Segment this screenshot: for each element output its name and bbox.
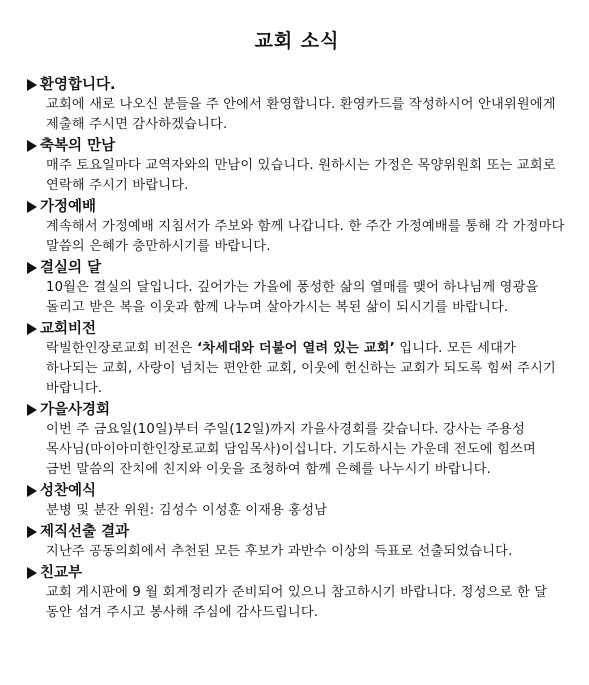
section-body: 지난주 공동의회에서 추천된 모든 후보가 과반수 이상의 득표로 선출되었습니다. [46, 544, 513, 559]
triangle-right-icon [27, 262, 37, 274]
section-heading [25, 522, 569, 542]
section-blessing-meeting [25, 136, 569, 196]
triangle-right-icon [27, 323, 37, 335]
triangle-right-icon [27, 140, 37, 152]
section-heading-label: 성찬예식 [40, 483, 97, 499]
section-heading [25, 258, 569, 278]
section-body [46, 339, 566, 399]
section-body: 계속해서 가정예배 지침서가 주보와 함께 나갑니다. 한 주간 가정예배를 통해 각 가정마다 말씀의 은혜가 충만하시기를 바랍니다. [46, 219, 565, 254]
section-heading-label: 친교부 [40, 565, 83, 581]
section-autumn-revival [25, 400, 569, 480]
section-heading [25, 481, 569, 501]
vision-intro-text: 락빌한인장로교회 비전은 [46, 341, 198, 356]
section-heading-label: 축복의 만남 [40, 138, 116, 154]
section-heading-label: 제직선출 결과 [40, 524, 130, 540]
section-heading-label: 교회비전 [40, 321, 97, 337]
page-title: 교회 소식 [254, 30, 340, 52]
section-communion [25, 481, 569, 521]
section-heading-label: 가을사경회 [40, 402, 111, 418]
triangle-right-icon [27, 485, 37, 497]
section-body: 분병 및 분잔 위원: 김성수 이성훈 이재용 홍성남 [46, 503, 328, 518]
section-heading-label: 결실의 달 [40, 260, 102, 276]
section-welcome [25, 75, 569, 135]
section-body: 매주 토요일마다 교역자와의 만남이 있습니다. 원하시는 가정은 목양위원회 또는 교회로 연락해 주시기 바랍니다. [46, 158, 556, 193]
vision-detail-text: 입니다. 모든 세대가 하나되는 교회, 사랑이 넘치는 편안한 교회, 이웃에 헌신하는 교회가 되도록 힘써 주시기 바랍니다. [46, 341, 556, 396]
section-heading [25, 319, 569, 339]
section-fellowship [25, 563, 569, 623]
section-heading-label: 환영합니다. [40, 77, 116, 93]
vision-statement: ‘차세대와 더불어 열려 있는 교회’ [197, 341, 395, 356]
section-heading [25, 75, 569, 95]
section-church-vision [25, 319, 569, 399]
section-heading [25, 400, 569, 420]
section-heading [25, 136, 569, 156]
section-heading-label: 가정예배 [40, 199, 97, 215]
section-body: 교회에 새로 나오신 분들을 주 안에서 환영합니다. 환영카드를 작성하시어 안내위원에게 제출해 주시면 감사하겠습니다. [46, 97, 556, 132]
triangle-right-icon [27, 201, 37, 213]
section-family-worship [25, 197, 569, 257]
triangle-right-icon [27, 567, 37, 579]
section-body: 10월은 결실의 달입니다. 깊어가는 가을에 풍성한 삶의 열매를 맺어 하나님께 영광을 돌리고 받은 복을 이웃과 함께 나누며 살아가시는 복된 삶이 되시기를 바랍니다. [46, 280, 539, 315]
triangle-right-icon [27, 404, 37, 416]
section-election-results [25, 522, 569, 562]
section-body: 교회 게시판에 9 월 회계정리가 준비되어 있으니 참고하시기 바랍니다. 정성으로 한 달 동안 섬겨 주시고 봉사해 주심에 감사드립니다. [46, 585, 548, 620]
section-heading [25, 197, 569, 217]
triangle-right-icon [27, 79, 37, 91]
section-heading [25, 563, 569, 583]
section-body: 이번 주 금요일(10일)부터 주일(12일)까지 가을사경회를 갖습니다. 강사는 주용성 목사님(마이아미한인장로교회 담임목사)이십니다. 기도하시는 가운데 전도에 힘쓰며 금번 말씀의 잔치에 친지와 이웃을 조청하여 함께 은혜를 나누시기 바랍니다. [46, 422, 536, 477]
triangle-right-icon [27, 526, 37, 538]
section-harvest-month [25, 258, 569, 318]
